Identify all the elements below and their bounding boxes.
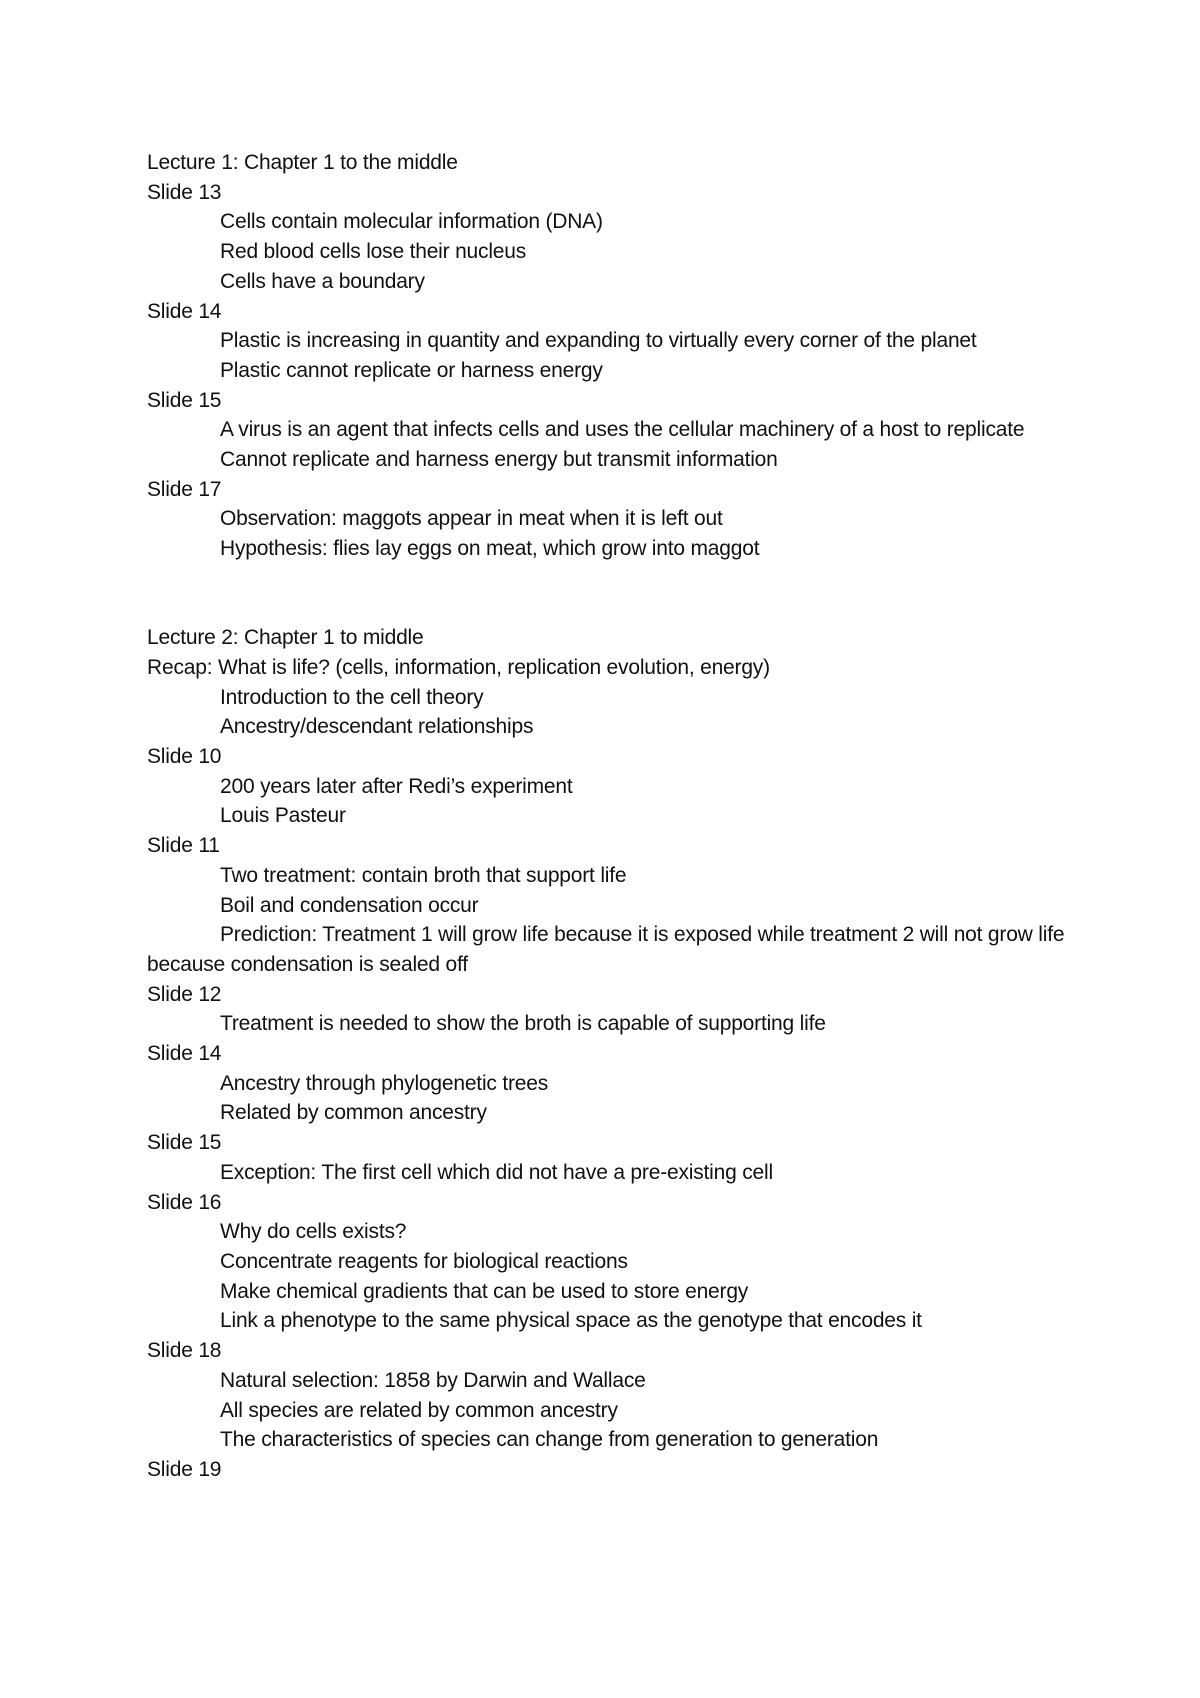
slide-heading: Slide 14 xyxy=(147,299,222,323)
slide-note: A virus is an agent that infects cells and uses the cellular machinery of a host to replicate xyxy=(220,418,1025,442)
lecture-1-heading: Lecture 1: Chapter 1 to the middle xyxy=(147,151,458,174)
recap-note: Ancestry/descendant relationships xyxy=(220,715,534,739)
slide-note: Plastic cannot replicate or harness energy xyxy=(220,358,603,382)
slide-note: Louis Pasteur xyxy=(220,804,346,828)
slide-note: Cells contain molecular information (DNA) xyxy=(220,210,603,234)
slide-note: Exception: The first cell which did not have a pre-existing cell xyxy=(220,1160,773,1184)
slide-note: Natural selection: 1858 by Darwin and Wallace xyxy=(220,1368,646,1392)
slide-heading: Slide 19 xyxy=(147,1457,222,1481)
slide-heading: Slide 17 xyxy=(147,477,222,501)
slide-note: Treatment is needed to show the broth is capable of supporting life xyxy=(220,1012,826,1036)
slide-note: 200 years later after Redi’s experiment xyxy=(220,774,573,798)
slide-note: Prediction: Treatment 1 will grow life because it is exposed while treatment 2 will not grow life because condensation is sealed off xyxy=(147,923,1065,976)
slide-note: Plastic is increasing in quantity and expanding to virtually every corner of the planet xyxy=(220,329,977,353)
slide-note: Two treatment: contain broth that support life xyxy=(220,863,627,887)
recap-note: Introduction to the cell theory xyxy=(220,685,484,709)
slide-heading: Slide 10 xyxy=(147,745,222,769)
slide-note: The characteristics of species can change from generation to generation xyxy=(220,1428,879,1452)
slide-note: Boil and condensation occur xyxy=(220,893,479,917)
slide-note: Concentrate reagents for biological reactions xyxy=(220,1250,628,1273)
slide-note: Make chemical gradients that can be used to store energy xyxy=(220,1279,749,1303)
slide-heading: Slide 11 xyxy=(147,834,220,858)
slide-note: Ancestry through phylogenetic trees xyxy=(220,1071,549,1095)
slide-heading: Slide 14 xyxy=(147,1042,222,1066)
slide-heading: Slide 15 xyxy=(147,388,222,412)
slide-heading: Slide 16 xyxy=(147,1190,222,1214)
slide-heading: Slide 15 xyxy=(147,1131,222,1155)
slide-note: Hypothesis: flies lay eggs on meat, which grow into maggot xyxy=(220,537,760,561)
slide-note: Observation: maggots appear in meat when it is left out xyxy=(220,507,723,531)
slide-heading: Slide 13 xyxy=(147,180,222,204)
slide-note: Related by common ancestry xyxy=(220,1101,487,1125)
slide-note: Cannot replicate and harness energy but transmit information xyxy=(220,448,778,472)
slide-note: Red blood cells lose their nucleus xyxy=(220,240,527,264)
section-gap xyxy=(147,564,1087,623)
slide-note: All species are related by common ancestry xyxy=(220,1398,618,1422)
slide-note: Link a phenotype to the same physical space as the genotype that encodes it xyxy=(220,1309,922,1333)
lecture-2-heading: Lecture 2: Chapter 1 to middle xyxy=(147,626,424,650)
recap-line: Recap: What is life? (cells, information, replication evolution, energy) xyxy=(147,655,770,679)
slide-heading: Slide 18 xyxy=(147,1339,222,1363)
slide-note: Cells have a boundary xyxy=(220,269,425,293)
lecture-notes xyxy=(147,148,1087,1485)
slide-heading: Slide 12 xyxy=(147,982,222,1006)
slide-note: Why do cells exists? xyxy=(220,1220,407,1244)
